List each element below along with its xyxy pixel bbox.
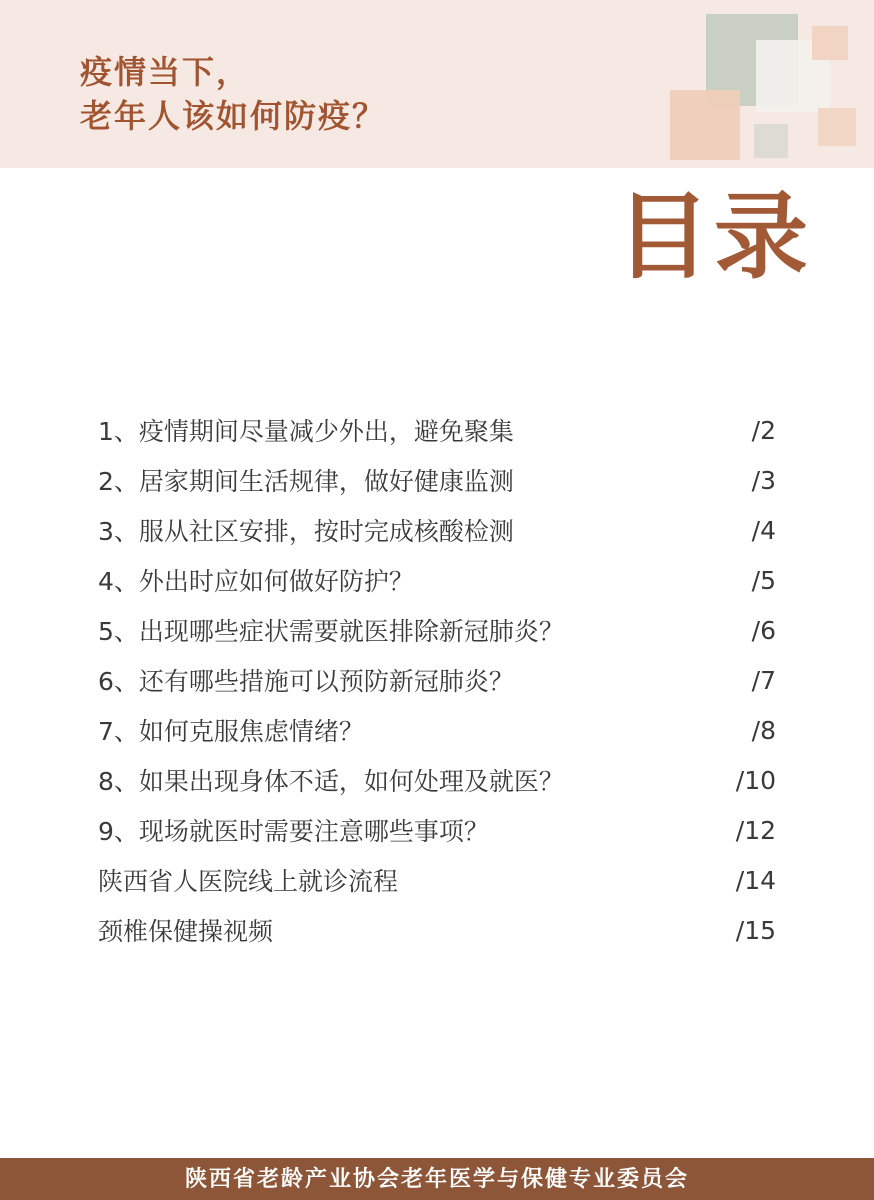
toc-item-label: 2、居家期间生活规律，做好健康监测 [98,467,514,496]
table-of-contents [98,405,776,955]
decorative-square [818,108,856,146]
toc-item-label: 3、服从社区安排，按时完成核酸检测 [98,517,514,546]
toc-item[interactable] [98,555,776,605]
decorative-square [812,26,848,60]
toc-item[interactable] [98,455,776,505]
toc-item-label: 6、还有哪些措施可以预防新冠肺炎？ [98,667,514,696]
toc-item-page: /14 [735,865,776,895]
toc-item[interactable] [98,755,776,805]
header-band [0,0,874,168]
header-title-line-1: 疫情当下， [80,53,251,91]
toc-item-page: /6 [751,615,776,645]
page-title: 目录 [615,183,812,292]
toc-item-page: /12 [735,815,776,845]
toc-item-page: /4 [751,515,776,545]
header-title [80,50,386,138]
toc-item-label: 7、如何克服焦虑情绪？ [98,717,364,746]
toc-item[interactable] [98,405,776,455]
toc-item-label: 1、疫情期间尽量减少外出，避免聚集 [98,417,514,446]
footer-text: 陕西省老龄产业协会老年医学与保健专业委员会 [184,1166,689,1192]
decorative-square [754,124,788,158]
toc-item[interactable] [98,855,776,905]
toc-item[interactable] [98,705,776,755]
toc-item-page: /3 [751,465,776,495]
decorative-square [670,90,740,160]
toc-item-label: 8、如果出现身体不适，如何处理及就医？ [98,767,564,796]
toc-item[interactable] [98,905,776,955]
toc-item[interactable] [98,805,776,855]
toc-item[interactable] [98,655,776,705]
toc-item-page: /15 [735,915,776,945]
toc-item[interactable] [98,505,776,555]
toc-item-page: /5 [751,565,776,595]
toc-item-label: 9、现场就医时需要注意哪些事项？ [98,817,489,846]
footer-band [0,1158,874,1200]
toc-item-label: 4、外出时应如何做好防护？ [98,567,414,596]
toc-item-label: 颈椎保健操视频 [98,917,274,946]
toc-item-page: /7 [751,665,776,695]
toc-item-label: 陕西省人医院线上就诊流程 [98,867,399,896]
header-title-line-2: 老年人该如何防疫？ [80,97,387,135]
toc-item-page: /8 [751,715,776,745]
toc-item[interactable] [98,605,776,655]
toc-item-label: 5、出现哪些症状需要就医排除新冠肺炎？ [98,617,564,646]
toc-item-page: /10 [735,765,776,795]
toc-item-page: /2 [751,415,776,445]
